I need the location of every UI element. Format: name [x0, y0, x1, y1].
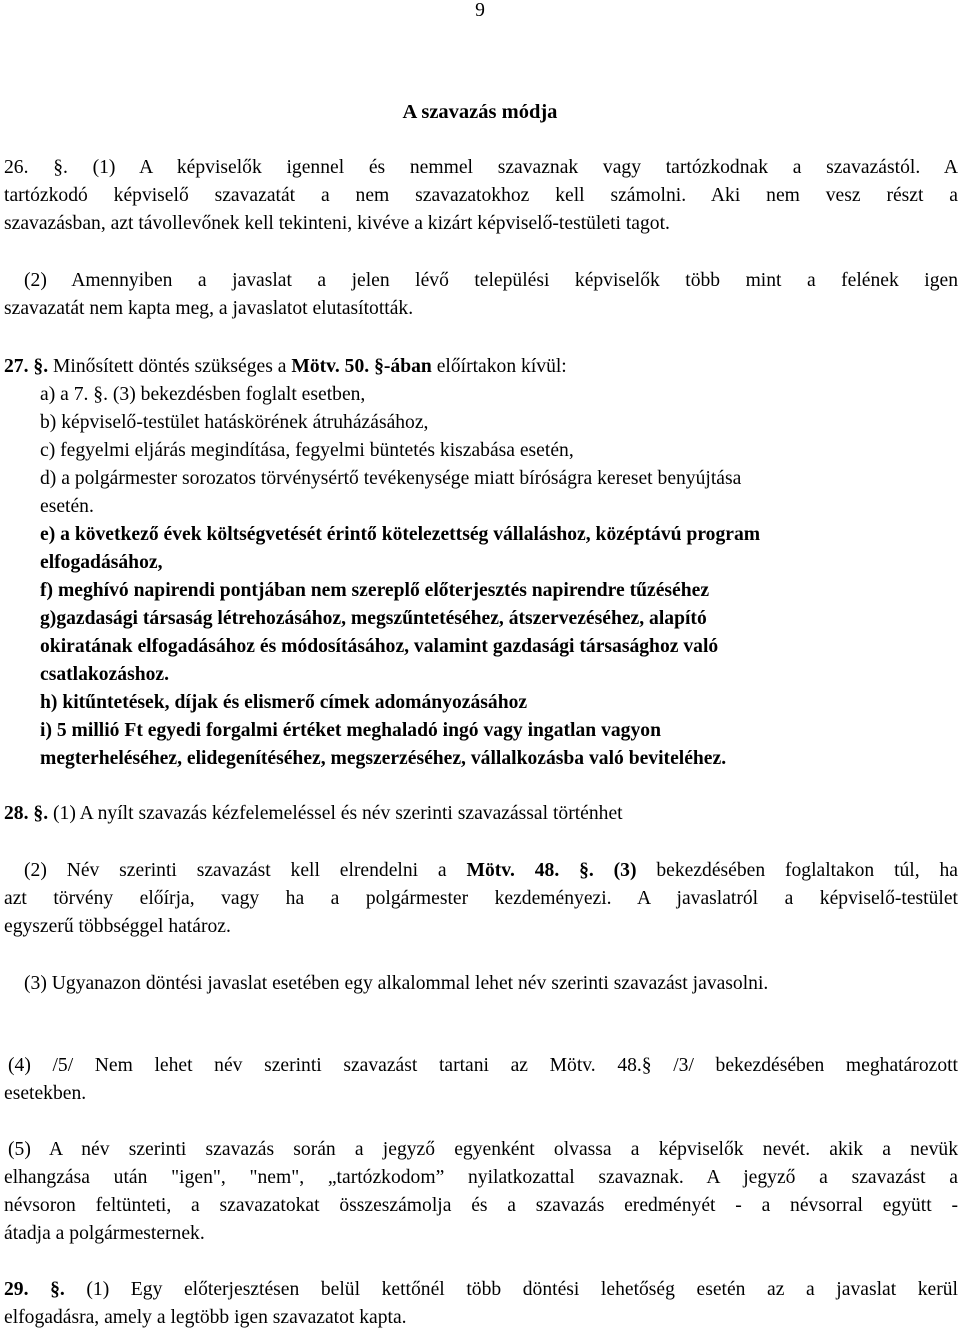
s27-item-d-line-1: d) a polgármester sorozatos törvénysértő tevékenysége miatt bíróságra kereset benyújtása — [40, 468, 742, 489]
s26-para2-line-1: (2) Amennyiben a javaslat a jelen lévő települési képviselők több mint a felének igen — [24, 270, 958, 291]
s29-line-2: elfogadásra, amely a legtöbb igen szavazatot kapta. — [4, 1307, 407, 1328]
s27-item-b: b) képviselő-testület hatáskörének átruházásához, — [40, 412, 429, 433]
s28-para1 — [4, 800, 958, 828]
s28-para5-line-3: névsoron feltünteti, a szavazatokat összeszámolja és a szavazás eredményét - a névsorral együtt - — [4, 1195, 958, 1216]
s27-law-reference: Mötv. 50. §-ában — [291, 356, 432, 377]
s27-item-d-line-2: esetén. — [40, 496, 94, 517]
s26-line-3: szavazásban, azt távollevőnek kell tekinteni, kivéve a kizárt képviselő-testületi tagot. — [4, 213, 670, 234]
page-number: 9 — [475, 0, 485, 21]
s29-number: 29. §. — [4, 1279, 65, 1300]
s27-item-i-line-2: megterheléséhez, elidegenítéséhez, megszerzéséhez, vállalkozásba való beviteléhez. — [40, 748, 727, 769]
s28-para2-line-3: egyszerű többséggel határoz. — [4, 916, 231, 937]
s27-heading-end: előírtakon kívül: — [431, 356, 567, 377]
s27-item-g-line-1: g)gazdasági társaság létrehozásához, megszűntetéséhez, átszervezéséhez, alapító — [40, 608, 707, 629]
s26-line-2: tartózkodó képviselő szavazatát a nem szavazatokhoz kell számolni. Aki nem vesz részt a — [4, 185, 958, 206]
s28-para3: (3) Ugyanazon döntési javaslat esetében egy alkalommal lehet név szerinti szavazást javasolni. — [24, 973, 769, 994]
s27-number: 27. §. — [4, 356, 49, 377]
s29-line-1-text: (1) Egy előterjesztésen belül kettőnél több döntési lehetőség esetén az a javaslat kerül — [64, 1279, 958, 1300]
s29-line-1 — [4, 1276, 958, 1304]
s28-para4-line-2: esetekben. — [4, 1083, 87, 1104]
s28-para2-line-2: azt törvény előírja, vagy ha a polgármester kezdeményezi. A javaslatról a képviselő-testület — [4, 888, 958, 909]
s27-item-g-line-3: csatlakozáshoz. — [40, 664, 169, 685]
s28-para5-line-2: elhangzása után "igen", "nem", „tartózkodom” nyilatkozattal szavaznak. A jegyző a szavazást a — [4, 1167, 958, 1188]
s27-heading-text: Minősített döntés szükséges a — [48, 356, 292, 377]
s27-item-h: h) kitűntetések, díjak és elismerő címek adományozásához — [40, 692, 528, 713]
section-heading: A szavazás módja — [402, 101, 558, 123]
s27-item-i-line-1: i) 5 millió Ft egyedi forgalmi értéket meghaladó ingó vagy ingatlan vagyon — [40, 720, 661, 741]
s27-heading — [4, 353, 958, 381]
s28-para5-line-1: (5) A név szerinti szavazás során a jegyző egyenként olvassa a képviselők nevét. akik a nevük — [8, 1139, 958, 1160]
s27-item-f: f) meghívó napirendi pontjában nem szereplő előterjesztés napirendre tűzéséhez — [40, 580, 710, 601]
s28-para2-line-1 — [24, 857, 958, 885]
s28-para5-line-4: átadja a polgármesternek. — [4, 1223, 205, 1244]
s28-number: 28. §. — [4, 803, 49, 824]
s28-para1-text: (1) A nyílt szavazás kézfelemeléssel és név szerinti szavazással történhet — [48, 803, 623, 824]
s28-para2-text-a: (2) Név szerinti szavazást kell elrendelni a — [24, 860, 467, 881]
s27-item-e-line-2: elfogadásához, — [40, 552, 163, 573]
s27-item-g-line-2: okiratának elfogadásához és módosításához, valamint gazdasági társasághoz való — [40, 636, 719, 657]
s28-para4-line-1: (4) /5/ Nem lehet név szerinti szavazást tartani az Mötv. 48.§ /3/ bekezdésében meghatározott — [8, 1055, 958, 1076]
s26-para2-line-2: szavazatát nem kapta meg, a javaslatot elutasították. — [4, 298, 414, 319]
s27-item-e-line-1: e) a következő évek költségvetését érintő kötelezettség vállaláshoz, középtávú program — [40, 524, 761, 545]
s28-para2-law-reference: Mötv. 48. §. (3) — [466, 860, 637, 881]
s26-line-1: 26. §. (1) A képviselők igennel és nemmel szavaznak vagy tartózkodnak a szavazástól. A — [4, 157, 958, 178]
s27-item-c: c) fegyelmi eljárás megindítása, fegyelmi büntetés kiszabása esetén, — [40, 440, 574, 461]
s27-item-a: a) a 7. §. (3) bekezdésben foglalt esetben, — [40, 384, 366, 405]
s28-para2-text-b: bekezdésében foglaltakon túl, ha — [636, 860, 958, 881]
